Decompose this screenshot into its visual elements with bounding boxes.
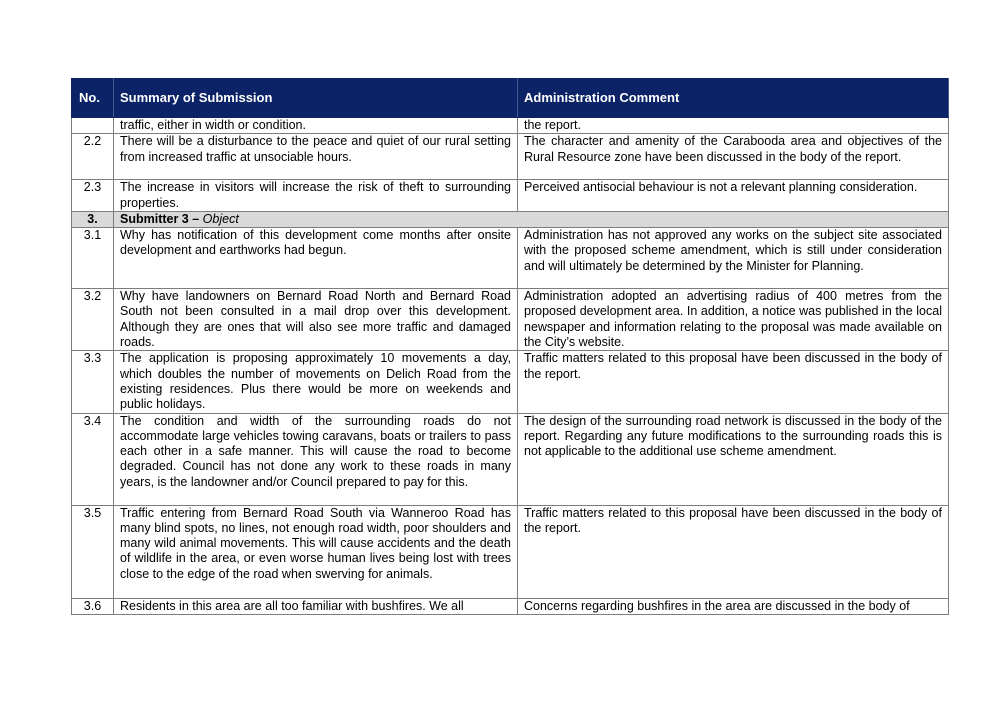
table-row <box>72 598 949 614</box>
section-title-text: Submitter 3 – <box>120 211 200 226</box>
row-summary: Traffic entering from Bernard Road South via Wanneroo Road has many blind spots, no lines, not enough road width, poor shoulders and many wild animal movements. This will cause accidents and the death of wildlife in the area, or even worse human lives being lost with trees close to the edge of the road when swerving for animals. <box>114 505 518 598</box>
section-number: 3. <box>72 211 114 227</box>
submissions-table <box>71 78 949 615</box>
table-row <box>72 505 949 598</box>
row-admin-comment: The character and amenity of the Carabooda area and objectives of the Rural Resource zone have been discussed in the body of the report. <box>518 134 949 180</box>
table-row <box>72 134 949 180</box>
table-row <box>72 118 949 134</box>
table-row <box>72 351 949 413</box>
row-admin-comment: The design of the surrounding road network is discussed in the body of the report. Regarding any future modifications to the surrounding roads this is not applicable to the additional use scheme amendment. <box>518 413 949 505</box>
section-title <box>114 211 949 227</box>
table-row <box>72 180 949 212</box>
table-header-row <box>72 79 949 118</box>
row-admin-comment: Perceived antisocial behaviour is not a relevant planning consideration. <box>518 180 949 212</box>
row-number: 3.5 <box>72 505 114 598</box>
row-admin-comment: Traffic matters related to this proposal have been discussed in the body of the report. <box>518 505 949 598</box>
row-number: 3.2 <box>72 289 114 351</box>
row-admin-comment: Concerns regarding bushfires in the area are discussed in the body of <box>518 598 949 614</box>
section-type: Object <box>202 211 239 226</box>
row-number: 3.6 <box>72 598 114 614</box>
table-row <box>72 289 949 351</box>
document-page <box>71 78 948 615</box>
header-admin: Administration Comment <box>518 79 949 118</box>
row-number <box>72 118 114 134</box>
row-summary: There will be a disturbance to the peace and quiet of our rural setting from increased traffic at unsociable hours. <box>114 134 518 180</box>
row-summary: The condition and width of the surrounding roads do not accommodate large vehicles towing caravans, boats or trailers to pass each other in a safe manner. This will cause the road to become degraded. Council has not done any work to these roads in many years, is the landowner and/or Council prepared to pay for this. <box>114 413 518 505</box>
row-number: 3.4 <box>72 413 114 505</box>
row-admin-comment: the report. <box>518 118 949 134</box>
section-row-submitter-3 <box>72 211 949 227</box>
row-number: 3.1 <box>72 228 114 289</box>
row-admin-comment: Traffic matters related to this proposal have been discussed in the body of the report. <box>518 351 949 413</box>
row-summary: The application is proposing approximately 10 movements a day, which doubles the number of movements on Delich Road from the existing residences. Plus there would be more on weekends and public holidays. <box>114 351 518 413</box>
row-number: 2.2 <box>72 134 114 180</box>
header-no: No. <box>72 79 114 118</box>
row-admin-comment: Administration adopted an advertising radius of 400 metres from the proposed development area. In addition, a notice was published in the local newspaper and information relating to the proposal was made available on the City’s website. <box>518 289 949 351</box>
row-summary: Why have landowners on Bernard Road North and Bernard Road South not been consulted in a mail drop over this development. Although they are ones that will also see more traffic and damaged roads. <box>114 289 518 351</box>
row-summary: Residents in this area are all too familiar with bushfires. We all <box>114 598 518 614</box>
row-summary: Why has notification of this development come months after onsite development and earthworks had begun. <box>114 228 518 289</box>
table-row <box>72 228 949 289</box>
row-summary: traffic, either in width or condition. <box>114 118 518 134</box>
row-admin-comment: Administration has not approved any works on the subject site associated with the proposed scheme amendment, which is still under consideration and will ultimately be determined by the Minister for Planning. <box>518 228 949 289</box>
row-summary: The increase in visitors will increase the risk of theft to surrounding properties. <box>114 180 518 212</box>
row-number: 2.3 <box>72 180 114 212</box>
table-row <box>72 413 949 505</box>
row-number: 3.3 <box>72 351 114 413</box>
header-summary: Summary of Submission <box>114 79 518 118</box>
